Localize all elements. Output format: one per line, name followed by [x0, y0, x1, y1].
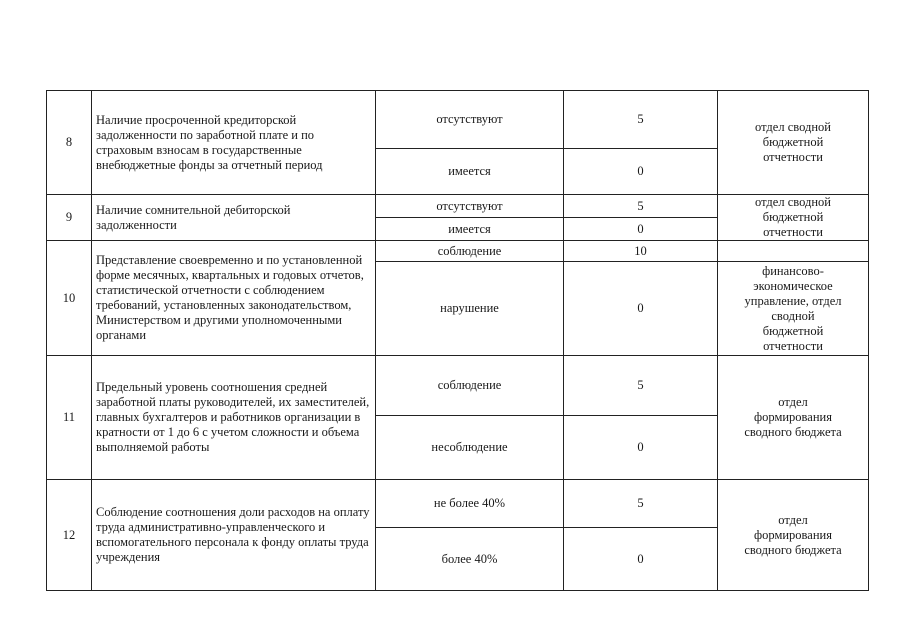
criterion-text: Наличие просроченной кредиторской задолженности по заработной плате и по страховым взносам в государственные внебюджетные фонды за отчетный период: [92, 91, 376, 195]
condition-cell: несоблюдение: [376, 416, 564, 480]
criterion-text: Предельный уровень соотношения средней заработной платы руководителей, их заместителей, главных бухгалтеров и работников организации в кратности от 1 до 6 с учетом сложности и объема выполняемой работы: [92, 356, 376, 480]
criteria-table: [46, 90, 869, 591]
score-cell: 5: [564, 195, 718, 218]
responsible-cell: отдел сводной бюджетной отчетности: [718, 195, 869, 241]
table-row: [47, 195, 869, 218]
responsible-cell-empty: [718, 241, 869, 262]
condition-cell: соблюдение: [376, 241, 564, 262]
score-cell: 5: [564, 91, 718, 149]
condition-cell: имеется: [376, 218, 564, 241]
row-number: 9: [47, 195, 92, 241]
score-cell: 10: [564, 241, 718, 262]
condition-cell: нарушение: [376, 262, 564, 356]
responsible-cell: отдел формирования сводного бюджета: [718, 356, 869, 480]
condition-cell: не более 40%: [376, 480, 564, 528]
row-number: 12: [47, 480, 92, 591]
score-cell: 0: [564, 416, 718, 480]
row-number: 10: [47, 241, 92, 356]
row-number: 11: [47, 356, 92, 480]
row-number: 8: [47, 91, 92, 195]
table-row: [47, 91, 869, 149]
score-cell: 0: [564, 149, 718, 195]
condition-cell: более 40%: [376, 528, 564, 591]
score-cell: 0: [564, 262, 718, 356]
score-cell: 5: [564, 356, 718, 416]
table-row: [47, 480, 869, 528]
condition-cell: соблюдение: [376, 356, 564, 416]
score-cell: 5: [564, 480, 718, 528]
responsible-cell: отдел сводной бюджетной отчетности: [718, 91, 869, 195]
condition-cell: отсутствуют: [376, 91, 564, 149]
criterion-text: Представление своевременно и по установленной форме месячных, квартальных и годовых отчетов, статистической отчетности с соблюдением требований, установленных законодательством, Министерством и другими уполномоченными органами: [92, 241, 376, 356]
condition-cell: отсутствуют: [376, 195, 564, 218]
score-cell: 0: [564, 218, 718, 241]
table-row: [47, 241, 869, 262]
responsible-cell: финансово-экономическое управление, отдел сводной бюджетной отчетности: [718, 262, 869, 356]
criterion-text: Наличие сомнительной дебиторской задолженности: [92, 195, 376, 241]
criterion-text: Соблюдение соотношения доли расходов на оплату труда административно-управленческого и вспомогательного персонала к фонду оплаты труда учреждения: [92, 480, 376, 591]
responsible-cell: отдел формирования сводного бюджета: [718, 480, 869, 591]
condition-cell: имеется: [376, 149, 564, 195]
table-row: [47, 356, 869, 416]
score-cell: 0: [564, 528, 718, 591]
